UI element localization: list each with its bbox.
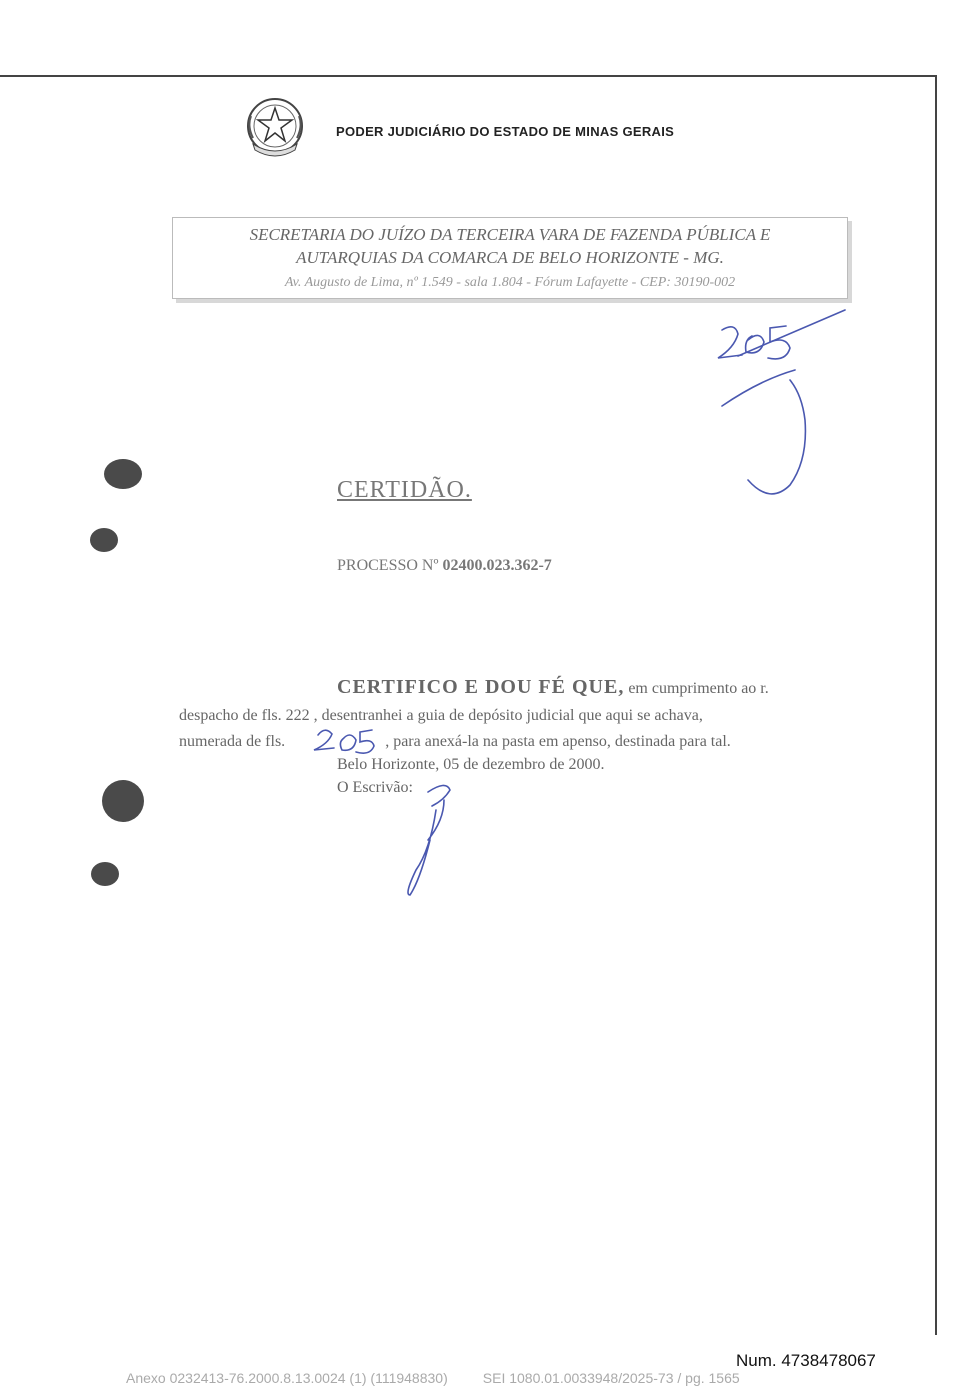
secretaria-line-1: SECRETARIA DO JUÍZO DA TERCEIRA VARA DE FAZENDA PÚBLICA E <box>249 225 771 244</box>
body-line-2: despacho de fls. 222 , desentranhei a guia de depósito judicial que aqui se achava, <box>179 707 703 724</box>
numerada-label: numerada de fls. <box>179 733 286 750</box>
punch-hole <box>104 459 142 489</box>
footer-anexo: Anexo 0232413-76.2000.8.13.0024 (1) (111948830) <box>126 1370 448 1386</box>
numerada-rest: , para anexá-la na pasta em apenso, destinada para tal. <box>385 733 731 750</box>
footer-sei: SEI 1080.01.0033948/2025-73 / pg. 1565 <box>482 1370 740 1386</box>
process-number <box>337 557 552 575</box>
secretaria-address: Av. Augusto de Lima, nº 1.549 - sala 1.804 - Fórum Lafayette - CEP: 30190-002 <box>284 275 736 290</box>
footer-document-number: Num. 4738478067 <box>736 1351 876 1370</box>
state-seal-icon <box>243 96 307 160</box>
punch-hole <box>90 528 118 552</box>
body-line-3 <box>179 733 731 751</box>
escrivao-label: O Escrivão: <box>337 779 413 796</box>
certifico-rest: em cumprimento ao r. <box>624 680 769 697</box>
secretaria-box <box>172 217 848 299</box>
secretaria-line-2: AUTARQUIAS DA COMARCA DE BELO HORIZONTE - MG. <box>296 248 724 267</box>
certifico-lead: CERTIFICO E DOU FÉ QUE, <box>337 676 625 698</box>
punch-hole <box>102 780 144 822</box>
header-title: PODER JUDICIÁRIO DO ESTADO DE MINAS GERAIS <box>336 124 675 139</box>
footer-reference <box>126 1370 740 1386</box>
process-label: PROCESSO Nº <box>337 557 443 574</box>
punch-hole <box>91 862 119 886</box>
location-date: Belo Horizonte, 05 de dezembro de 2000. <box>337 756 605 773</box>
document-title: CERTIDÃO. <box>337 477 472 503</box>
certifico-line <box>337 676 769 699</box>
process-value: 02400.023.362-7 <box>442 557 552 574</box>
